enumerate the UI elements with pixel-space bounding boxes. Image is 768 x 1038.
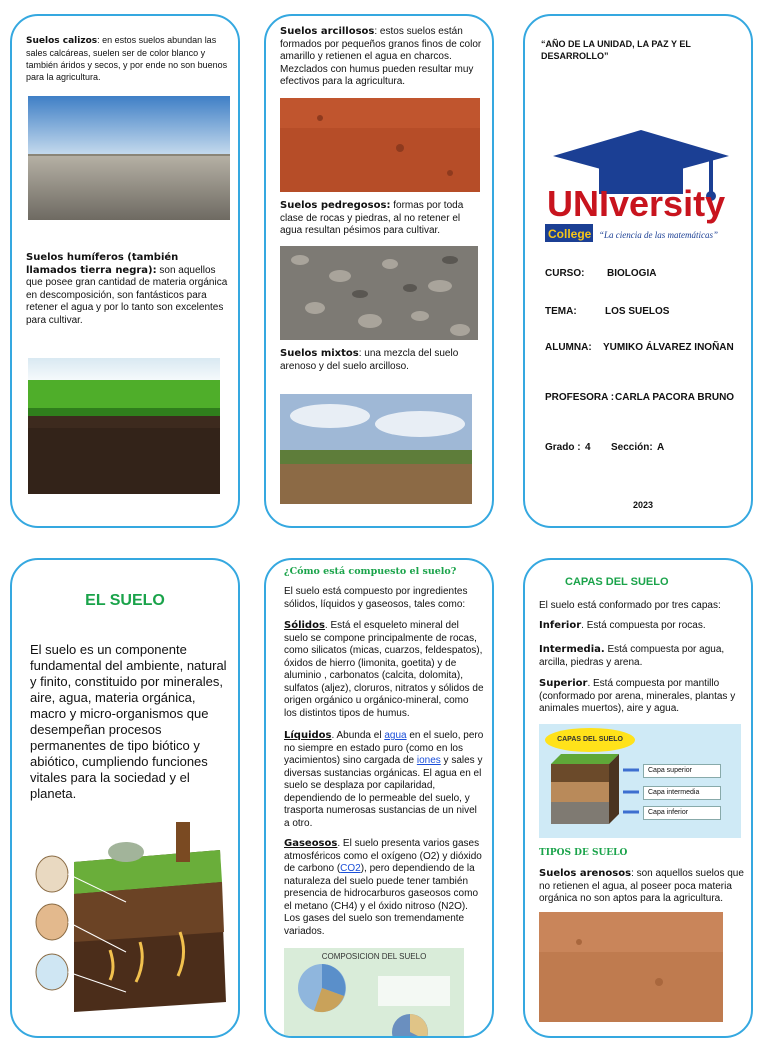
gaseosos-paragraph: [284, 838, 484, 938]
arcillosos-photo: [280, 98, 480, 192]
tema-label: TEMA:: [545, 306, 577, 317]
intermedia-paragraph: [539, 644, 745, 669]
logo-main-text: UNIversity: [547, 183, 726, 224]
mixtos-text: : una mezcla del suelo arenoso y del suelo arcilloso.: [280, 348, 459, 372]
pedregosos-text: formas por toda clase de rocas y piedras, al no retener el agua resultan pésimos para cultivar.: [280, 200, 464, 236]
el-suelo-body: El suelo es un componente fundamental del ambiente, natural y finito, constituido por minerales, aire, agua, materia orgánica, macro y micro-organismos que desempeñan procesos permanentes de tipo biótico y abiótico, cumpliendo funciones vitales para la sociedad y el planeta.: [30, 642, 227, 801]
solidos-paragraph: [284, 620, 484, 720]
co2-link[interactable]: CO2: [340, 863, 361, 874]
composicion-title: ¿Cómo está compuesto el suelo?: [284, 566, 457, 577]
liquidos-text-b: en el suelo, pero no siempre en estado puro (como en los yacimientos) sino cargada de: [284, 730, 484, 766]
composicion-intro: El suelo está compuesto por ingredientes sólidos, líquidos y gaseosos, tales como:: [284, 586, 468, 610]
panel-soil-types-2: [264, 14, 494, 528]
panel-composicion: [264, 558, 494, 1038]
capa-superior-label: Capa superior: [643, 764, 721, 778]
el-suelo-title: EL SUELO: [85, 592, 165, 609]
calizos-paragraph: [26, 34, 232, 83]
superior-title: Superior: [539, 678, 588, 689]
superior-text: . Está compuesta por mantillo (conformado por arena, minerales, plantas y animales muertos), aire y agua.: [539, 678, 736, 714]
gaseosos-text-b: ), pero dependiendo de la naturaleza del suelo puede tener también presencia de hidrocarburos gaseosos como el metano (CH4) y el óxido nitroso (N2O). Los gases del suelo son tremendamente variados.: [284, 863, 478, 937]
humiferos-title: Suelos humíferos (también llamados tierra negra):: [26, 252, 179, 276]
intermedia-text: Está compuesta por agua, arcilla, piedras y arena.: [539, 644, 725, 668]
liquidos-text-a: . Abunda el: [331, 730, 385, 741]
inferior-paragraph: [539, 620, 745, 633]
composicion-pie-chart: [284, 948, 464, 1038]
capa-inferior-label: Capa inferior: [643, 806, 721, 820]
logo-slogan-text: “La ciencia de las matemáticas”: [599, 230, 718, 240]
panel-capas: [523, 558, 753, 1038]
liquidos-title: Líquidos: [284, 730, 332, 741]
arcillosos-text: : estos suelos están formados por pequeños granos finos de color amarillo y retienen el agua en charcos. Mezclados con humus pueden resultar muy efectivos para la agricultura.: [280, 26, 482, 87]
arenosos-text: : son aquellos suelos que no retienen el agua, al poseer poca materia orgánica no son aptos para la agricultura.: [539, 868, 744, 904]
humiferos-photo: [28, 358, 220, 494]
curso-label: CURSO:: [545, 268, 585, 279]
seccion-value: A: [657, 442, 665, 453]
alumna-value: YUMIKO ÁLVAREZ INOÑAN: [603, 342, 734, 353]
capas-title: CAPAS DEL SUELO: [565, 576, 669, 588]
alumna-label: ALUMNA:: [545, 342, 592, 353]
inferior-text: . Está compuesta por rocas.: [581, 620, 706, 631]
solidos-text: . Está el esqueleto mineral del suelo se compone principalmente de rocas, como silicatos (micas, cuarzos, feldespatos), óxidos de hierro (limonita, goetita) y de aluminio , carbonatos (calcita, dolomita), sulfatos (aljez), cloruros, nitratos y sólidos de origen orgánico u orgánico-mineral, como los distintos tipos de humus.: [284, 620, 484, 719]
pedregosos-title: Suelos pedregosos:: [280, 200, 391, 211]
capas-diagram-title: CAPAS DEL SUELO: [545, 728, 635, 752]
capa-intermedia-label: Capa intermedia: [643, 786, 721, 800]
mixtos-paragraph: [280, 348, 484, 373]
arcillosos-paragraph: [280, 26, 484, 89]
humiferos-text: son aquellos que posee gran cantidad de materia orgánica en descomposición, son fantásticos para retener el agua y por lo tanto son excelentes para cultivar.: [26, 264, 228, 326]
liquidos-paragraph: [284, 730, 484, 830]
capas-diagram: [539, 724, 741, 838]
grado-label: Grado :: [545, 442, 581, 453]
superior-paragraph: [539, 678, 745, 716]
profesora-value: CARLA PACORA BRUNO: [615, 392, 735, 403]
gaseosos-text-a: . El suelo presenta varios gases atmosféricos como el oxígeno (O2) y dióxido de carbono (: [284, 838, 482, 874]
soil-layers-illustration: [30, 822, 230, 1014]
profesora-label: PROFESORA :: [545, 392, 615, 403]
arenosos-title: Suelos arenosos: [539, 868, 632, 879]
humiferos-paragraph: [26, 252, 232, 327]
solidos-title: Sólidos: [284, 620, 325, 631]
capas-block-drawing: [539, 724, 741, 838]
grado-value: 4: [585, 442, 591, 453]
university-logo: [539, 116, 743, 246]
curso-value: BIOLOGIA: [607, 268, 657, 279]
capas-intro: El suelo está conformado por tres capas:: [539, 600, 721, 611]
pedregosos-photo: [280, 246, 478, 340]
arenosos-photo: [539, 912, 723, 1022]
liquidos-text-c: y sales y diversas sustancias orgánicas. El agua en el suelo se desplaza por capilaridad, dependiendo de lo permeable del suelo, y trasporta numerosas sustancias de un nivel a otro.: [284, 755, 483, 829]
calizos-text: : en estos suelos abundan las sales calcáreas, suelen ser de color blanco y también áridos y secos, y por ende no son buenos para la agricultura.: [26, 35, 228, 82]
arcillosos-title: Suelos arcillosos: [280, 26, 375, 37]
pedregosos-paragraph: [280, 200, 484, 238]
mixtos-title: Suelos mixtos: [280, 348, 359, 359]
tema-value: LOS SUELOS: [605, 306, 670, 317]
composicion-figure: [284, 948, 464, 1038]
year: 2023: [633, 500, 654, 510]
gaseosos-title: Gaseosos: [284, 838, 338, 849]
mixtos-photo: [280, 394, 472, 504]
motto: “AÑO DE LA UNIDAD, LA PAZ Y EL DESARROLLO”: [541, 39, 691, 61]
iones-link[interactable]: iones: [416, 755, 441, 766]
logo-college-text: College: [548, 227, 592, 241]
agua-link[interactable]: agua: [384, 730, 407, 741]
inferior-title: Inferior: [539, 620, 582, 631]
tipos-title: TIPOS DE SUELO: [539, 848, 628, 858]
calizos-title: Suelos calizos: [26, 36, 98, 46]
composicion-figure-title: COMPOSICION DEL SUELO: [321, 952, 427, 961]
seccion-label: Sección:: [611, 442, 653, 453]
intermedia-title: Intermedia.: [539, 644, 605, 655]
panel-cover: [523, 14, 753, 528]
arenosos-paragraph: [539, 868, 745, 906]
panel-el-suelo: [10, 558, 240, 1038]
panel-soil-types-1: [10, 14, 240, 528]
calizos-photo: [28, 96, 230, 220]
